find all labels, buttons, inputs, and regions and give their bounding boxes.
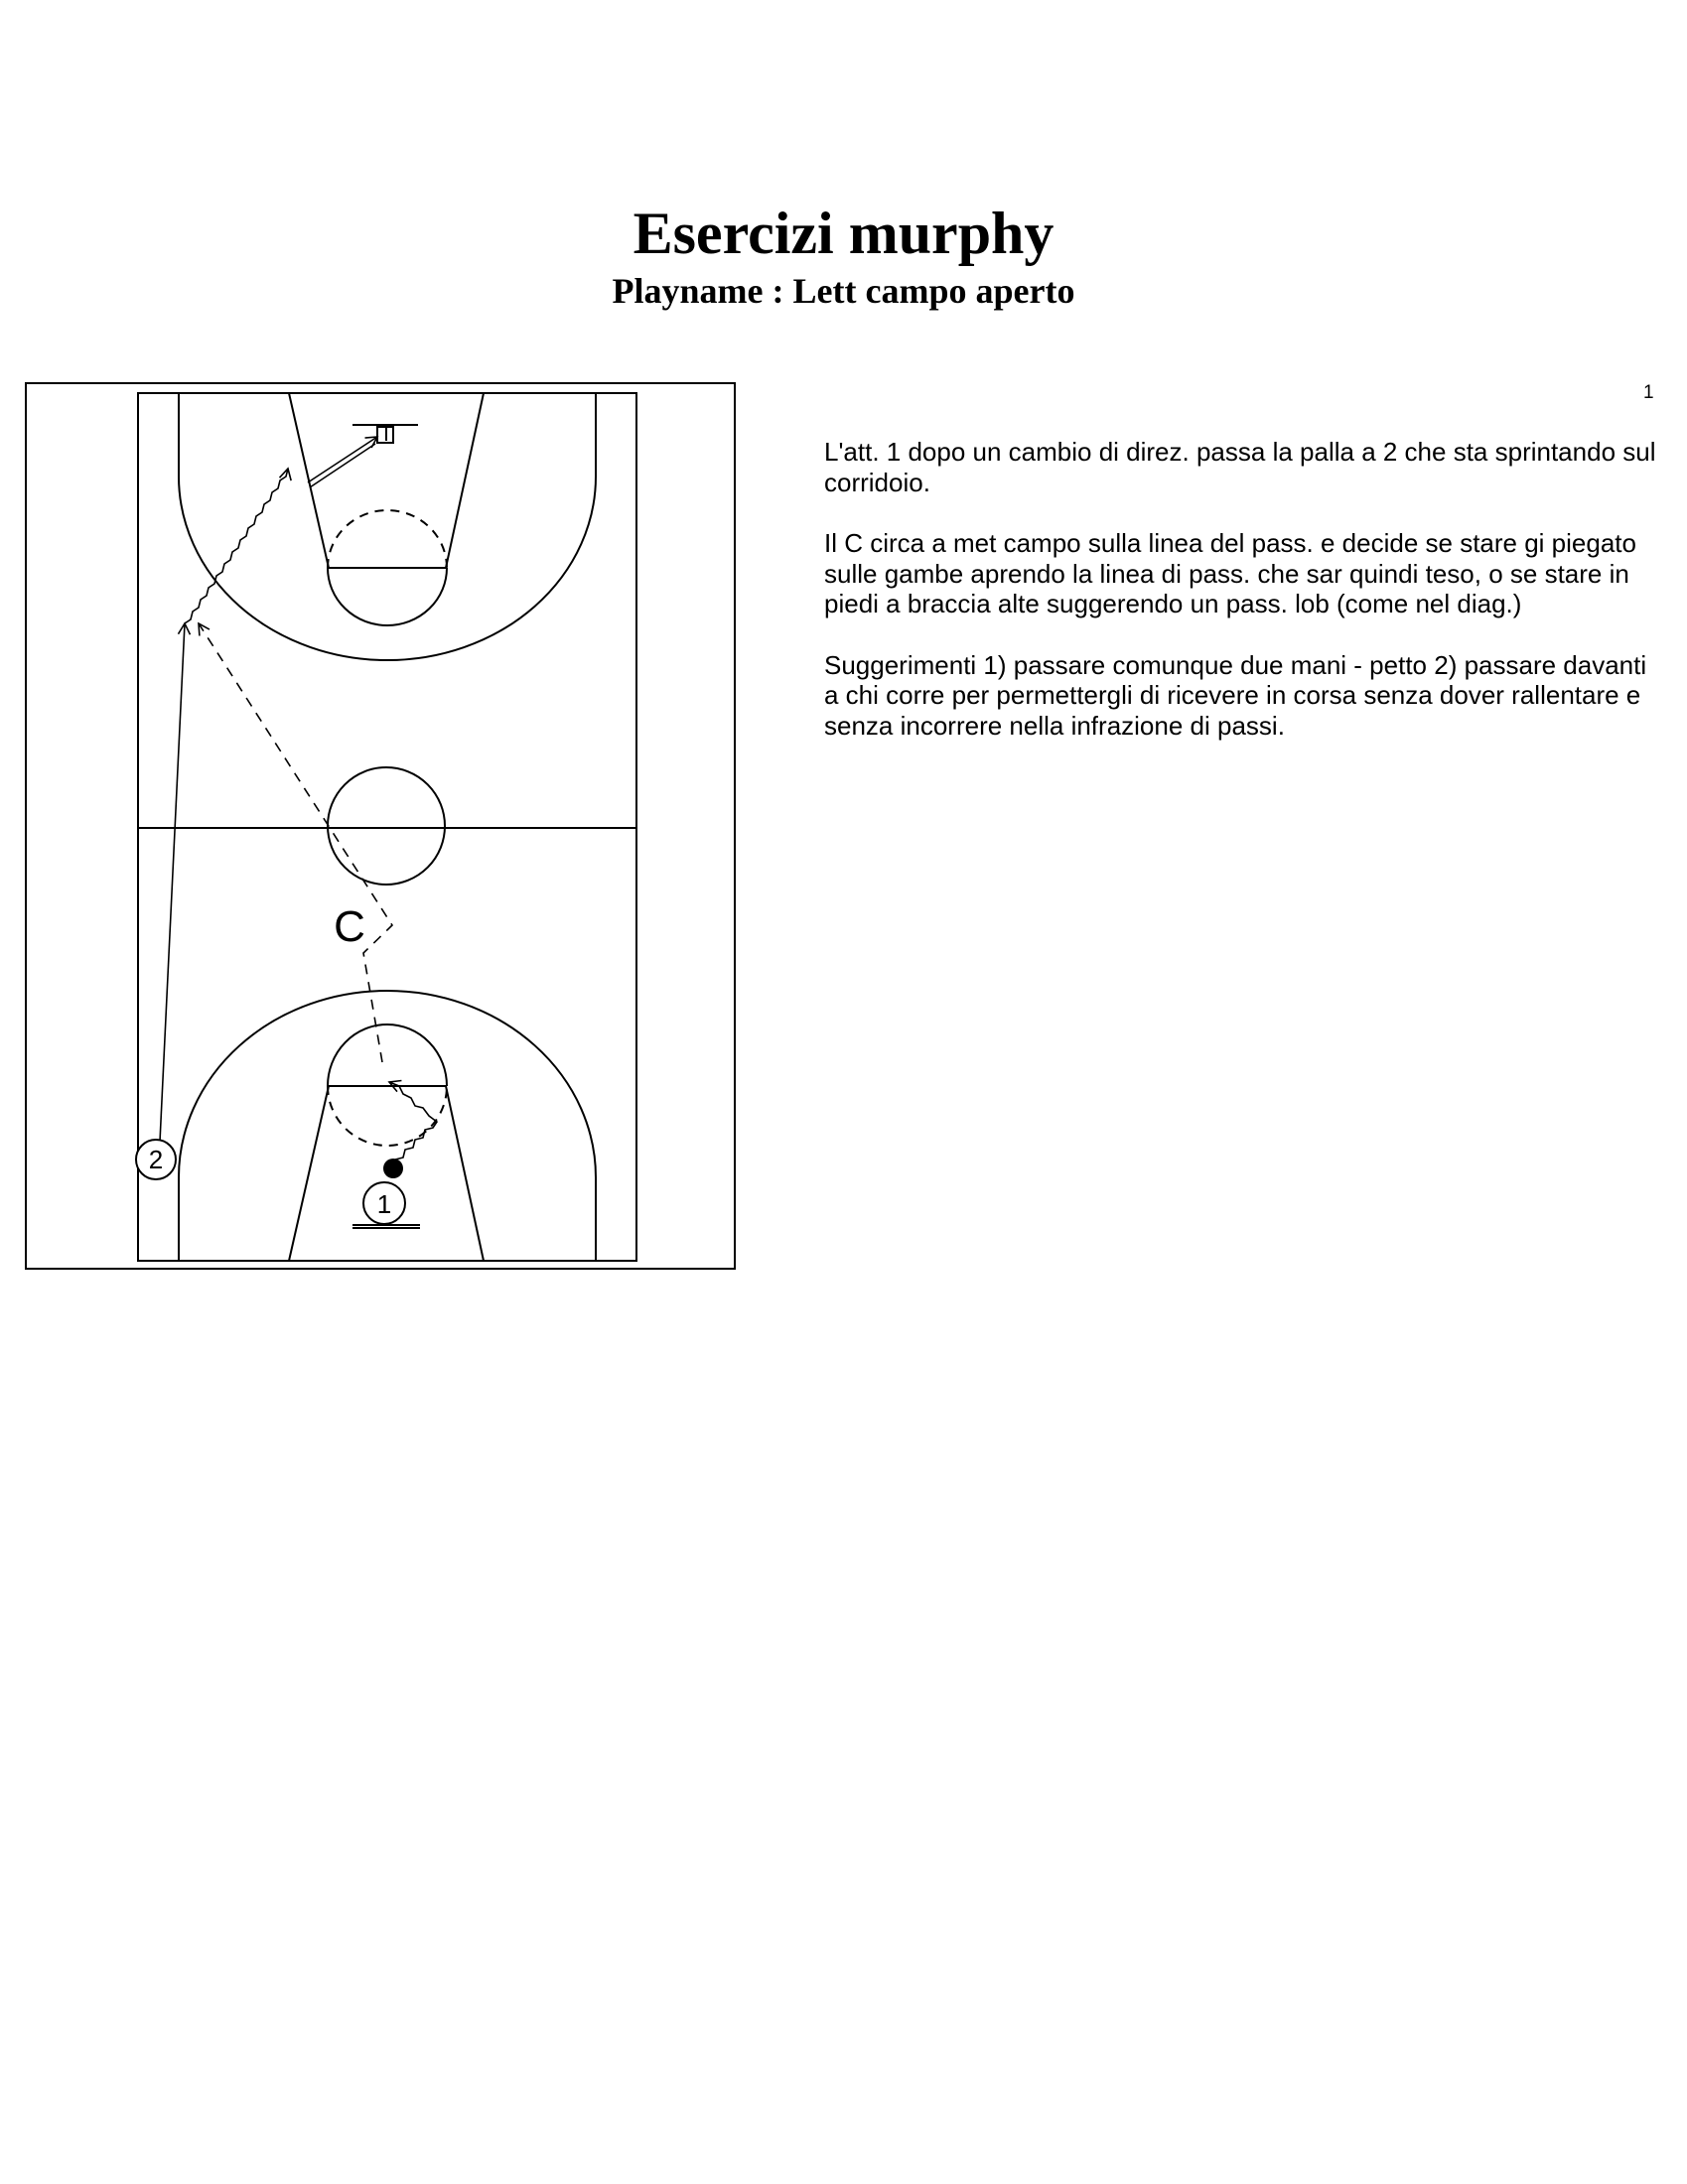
- player-2-marker: [136, 1140, 176, 1179]
- ball-icon: [383, 1159, 403, 1178]
- center-circle: [328, 767, 445, 885]
- player-2-cut-path: [160, 623, 185, 1142]
- bottom-free-throw-circle-inner: [328, 1024, 447, 1086]
- three-point-arc-bottom: [179, 991, 596, 1177]
- bottom-lane-left: [289, 1086, 329, 1261]
- player-1-label: 1: [376, 1189, 392, 1219]
- pass-path: [199, 623, 392, 1062]
- description-paragraph: Suggerimenti 1) passare comunque due mani - petto 2) passare davanti a chi corre per permettergli di ricevere in corsa senza dover rallentare e senza incorrere nella infrazione di passi.: [824, 649, 1647, 741]
- player-1-marker: [352, 1159, 420, 1228]
- bottom-lane-right: [446, 1086, 484, 1261]
- page-number: 1: [1643, 382, 1654, 403]
- top-lane-right: [446, 393, 484, 568]
- player-2-dribble-path: [185, 469, 288, 623]
- drill-description: [824, 437, 1658, 771]
- diagram-frame: [26, 383, 735, 1269]
- top-lane-left: [289, 393, 329, 568]
- top-free-throw-circle-dashed: [328, 510, 447, 568]
- layup-path: [308, 437, 377, 482]
- play-name: Playname : Lett campo aperto: [612, 271, 1075, 311]
- description-paragraph: Il C circa a met campo sulla linea del pass. e decide se stare gi piegato sulle gambe aprendo la linea di pass. che sar quindi teso, o se stare in piedi a braccia alte suggerendo un pass. lob (come nel diag.): [824, 528, 1636, 618]
- player-2-label: 2: [148, 1145, 164, 1174]
- player-1-dribble-path: [389, 1082, 437, 1160]
- court-diagram: [24, 381, 737, 1271]
- coach-label: C: [334, 902, 365, 951]
- document-title: Esercizi murphy: [633, 201, 1054, 266]
- top-free-throw-circle-inner: [328, 568, 447, 625]
- description-paragraph: L'att. 1 dopo un cambio di direz. passa la palla a 2 che sta sprintando sul corridoio.: [824, 437, 1656, 497]
- layup-path-double: [310, 444, 375, 487]
